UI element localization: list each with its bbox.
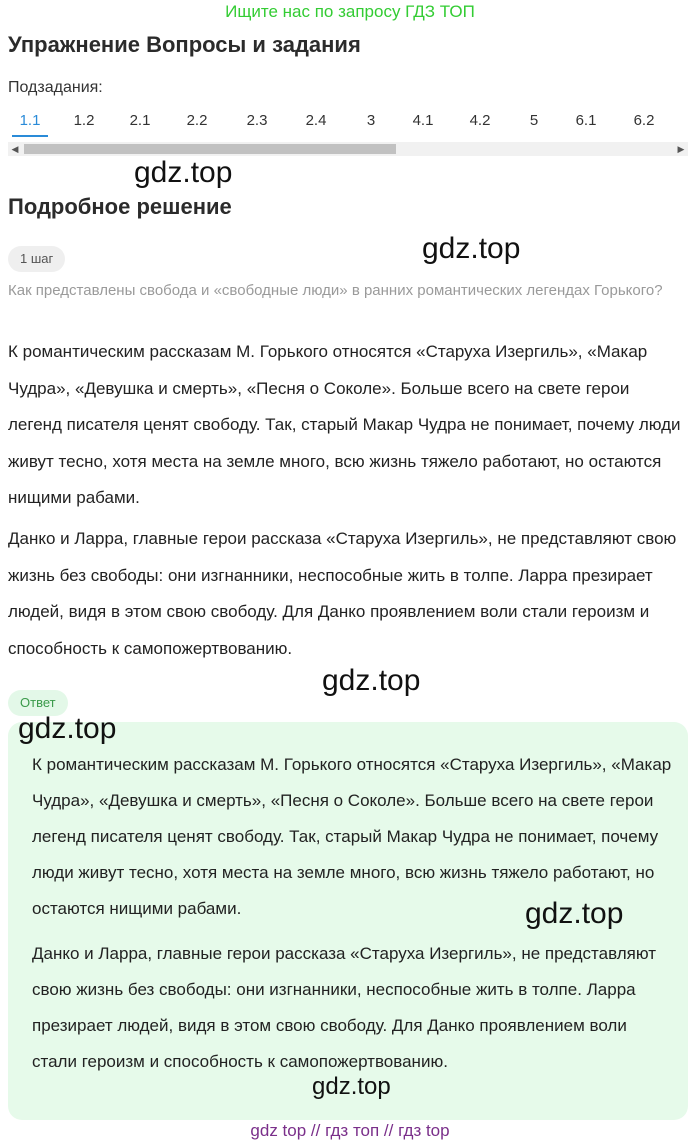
watermark: gdz.top (422, 232, 521, 265)
tab-1-1[interactable]: 1.1 (10, 108, 50, 133)
tab-2-1[interactable]: 2.1 (129, 112, 151, 129)
subtasks-label: Подзадания: (8, 79, 103, 96)
solution-paragraph: Данко и Ларра, главные герои рассказа «Старуха Изергиль», не представляют свою жизнь без свободы: они изгнанники, неспособные жить в толпе. Ларра презирает людей, видя в этом свою свободу. Для Данко проявлением воли стали героизм и способность к самопожертвованию. (8, 529, 677, 658)
tab-2-2[interactable]: 2.2 (186, 112, 208, 129)
watermark: gdz.top (312, 1073, 391, 1100)
answer-badge: Ответ (8, 690, 68, 716)
step-badge: 1 шаг (8, 246, 65, 272)
scroll-thumb[interactable] (24, 144, 396, 154)
watermark: gdz.top (134, 156, 233, 189)
scroll-left-arrow-icon[interactable]: ◀ (11, 144, 19, 154)
tab-2-4[interactable]: 2.4 (305, 112, 327, 129)
answer-paragraph: К романтическим рассказам М. Горького относятся «Старуха Изергиль», «Макар Чудра», «Девушка и смерть», «Песня о Соколе». Больше всего на свете герои легенд писателя ценят свободу. Так, старый Макар Чудра не понимает, почему люди живут тесно, хотя места на земле много, всю жизнь тяжело работают, но остаются нищими рабами. (32, 755, 672, 918)
tab-6-2[interactable]: 6.2 (633, 112, 655, 129)
solution-title: Подробное решение (8, 194, 232, 219)
subtasks-scrollbar[interactable] (8, 142, 688, 156)
watermark: gdz.top (525, 897, 624, 930)
question-text: Как представлены свобода и «свободные люди» в ранних романтических легендах Горького? (8, 282, 663, 299)
tab-1-2[interactable]: 1.2 (73, 112, 95, 129)
tab-4-1[interactable]: 4.1 (412, 112, 434, 129)
watermark: gdz.top (322, 664, 421, 697)
exercise-title: Упражнение Вопросы и задания (8, 32, 361, 57)
search-banner: Ищите нас по запросу ГДЗ ТОП (225, 2, 475, 21)
tab-5[interactable]: 5 (529, 112, 539, 129)
tab-6-1[interactable]: 6.1 (575, 112, 597, 129)
tab-2-3[interactable]: 2.3 (246, 112, 268, 129)
tab-3[interactable]: 3 (366, 112, 376, 129)
subtasks-tabs (8, 108, 696, 138)
tab-4-2[interactable]: 4.2 (469, 112, 491, 129)
watermark: gdz.top (18, 712, 117, 745)
solution-paragraph: К романтическим рассказам М. Горького относятся «Старуха Изергиль», «Макар Чудра», «Девушка и смерть», «Песня о Соколе». Больше всего на свете герои легенд писателя ценят свободу. Так, старый Макар Чудра не понимает, почему люди живут тесно, хотя места на земле много, всю жизнь тяжело работают, но остаются нищими рабами. (8, 342, 681, 507)
footer-links[interactable]: gdz top // гдз топ // гдз top (250, 1121, 450, 1140)
scroll-right-arrow-icon[interactable]: ▶ (677, 144, 685, 154)
answer-paragraph: Данко и Ларра, главные герои рассказа «Старуха Изергиль», не представляют свою жизнь без свободы: они изгнанники, неспособные жить в толпе. Ларра презирает людей, видя в этом свою свободу. Для Данко проявлением воли стали героизм и способность к самопожертвованию. (32, 944, 657, 1071)
